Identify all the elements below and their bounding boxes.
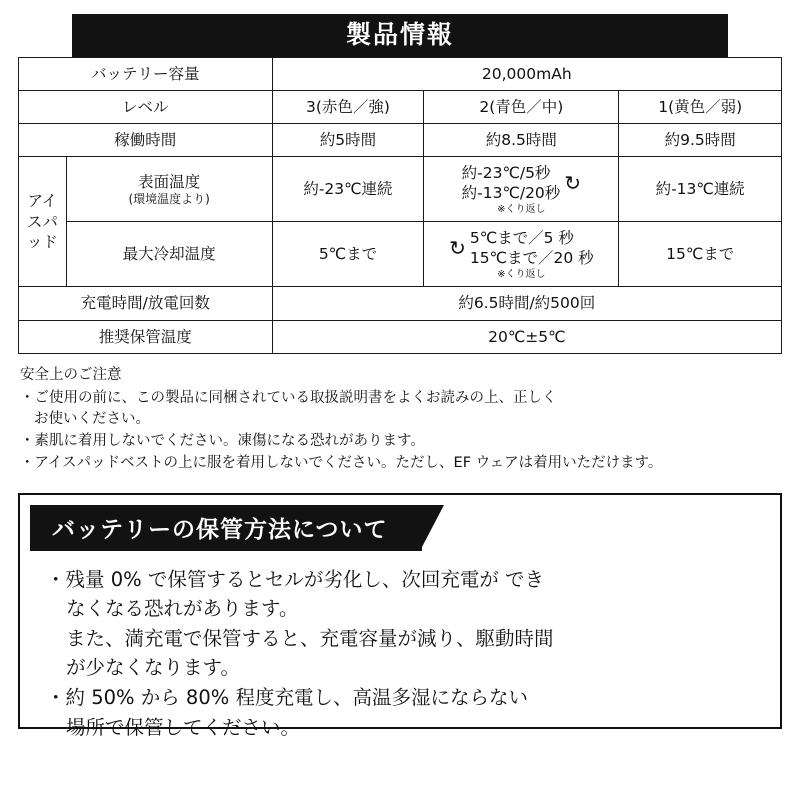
maxcool-2-value (424, 222, 619, 287)
runtime-label: 稼働時間 (19, 123, 273, 156)
surface-temp-label-main: 表面温度 (138, 172, 201, 191)
storage-paragraph: なくなる恐れがあります。 (66, 597, 299, 621)
safety-note-item: ・アイスパッドベストの上に服を着用しないでください。ただし、EF ウェアは着用いただけます。 (20, 454, 663, 471)
maxcool-3-value: 5℃まで (272, 222, 424, 287)
maxcool-1-value: 15℃まで (619, 222, 782, 287)
battery-storage-banner: バッテリーの保管方法について (30, 505, 422, 551)
level-1-value: 1(黄色／弱) (619, 90, 782, 123)
surface-2-note: ※くり返し (497, 204, 546, 216)
charge-value: 約6.5時間/約500回 (272, 287, 781, 320)
runtime-1-value: 約9.5時間 (619, 123, 782, 156)
level-2-value: 2(青色／中) (424, 90, 619, 123)
storage-paragraph: ・残量 0% で保管するとセルが劣化し、次回充電が でき (46, 567, 545, 591)
surface-1-value: 約-13℃連続 (619, 156, 782, 221)
safety-notes (18, 365, 782, 475)
storage-paragraph: が少なくなります。 (66, 656, 240, 680)
table-row (19, 156, 782, 221)
level-label: レベル (19, 90, 273, 123)
maxcool-2-note: ※くり返し (497, 269, 546, 281)
battery-storage-body (20, 551, 780, 743)
safety-note-item: ・ご使用の前に、この製品に同梱されている取扱説明書をよくお読みの上、正しく (20, 389, 557, 406)
safety-notes-heading: 安全上のご注意 (20, 366, 122, 383)
surface-2-line1: 約-23℃/5秒 (461, 163, 551, 182)
runtime-2-value: 約8.5時間 (424, 123, 619, 156)
surface-temp-label-sub: (環境温度より) (128, 191, 210, 206)
storage-paragraph: また、満充電で保管すると、充電容量が減り、駆動時間 (66, 626, 554, 650)
spec-table-title: 製品情報 (72, 14, 728, 57)
table-row (19, 222, 782, 287)
maxcool-2-line2: 15℃まで／20 秒 (469, 249, 594, 268)
table-row (19, 287, 782, 320)
table-row (19, 320, 782, 353)
charge-label: 充電時間/放電回数 (19, 287, 273, 320)
surface-temp-label (66, 156, 272, 221)
table-row (19, 90, 782, 123)
repeat-cycle-icon: ↻ (449, 236, 466, 261)
safety-note-item: ・素肌に着用しないでください。凍傷になる恐れがあります。 (20, 433, 425, 450)
battery-storage-section (18, 493, 782, 739)
table-row (19, 123, 782, 156)
storage-temp-label: 推奨保管温度 (19, 320, 273, 353)
table-row (19, 57, 782, 90)
maxcool-label: 最大冷却温度 (66, 222, 272, 287)
surface-2-value (424, 156, 619, 221)
surface-2-line2: 約-13℃/20秒 (461, 184, 561, 203)
icepad-label: アイスパッド (19, 156, 67, 287)
repeat-cycle-icon: ↻ (564, 171, 582, 196)
storage-temp-value: 20℃±5℃ (272, 320, 781, 353)
storage-paragraph: 場所で保管してください。 (66, 715, 301, 739)
level-3-value: 3(赤色／強) (272, 90, 424, 123)
maxcool-2-line1: 5℃まで／5 秒 (469, 229, 574, 248)
capacity-value: 20,000mAh (272, 57, 781, 90)
surface-3-value: 約-23℃連続 (272, 156, 424, 221)
capacity-label: バッテリー容量 (19, 57, 273, 90)
spec-table (18, 57, 782, 354)
runtime-3-value: 約5時間 (272, 123, 424, 156)
storage-paragraph: ・約 50% から 80% 程度充電し、高温多湿にならない (46, 686, 528, 710)
safety-note-item: お使いください。 (34, 411, 150, 428)
